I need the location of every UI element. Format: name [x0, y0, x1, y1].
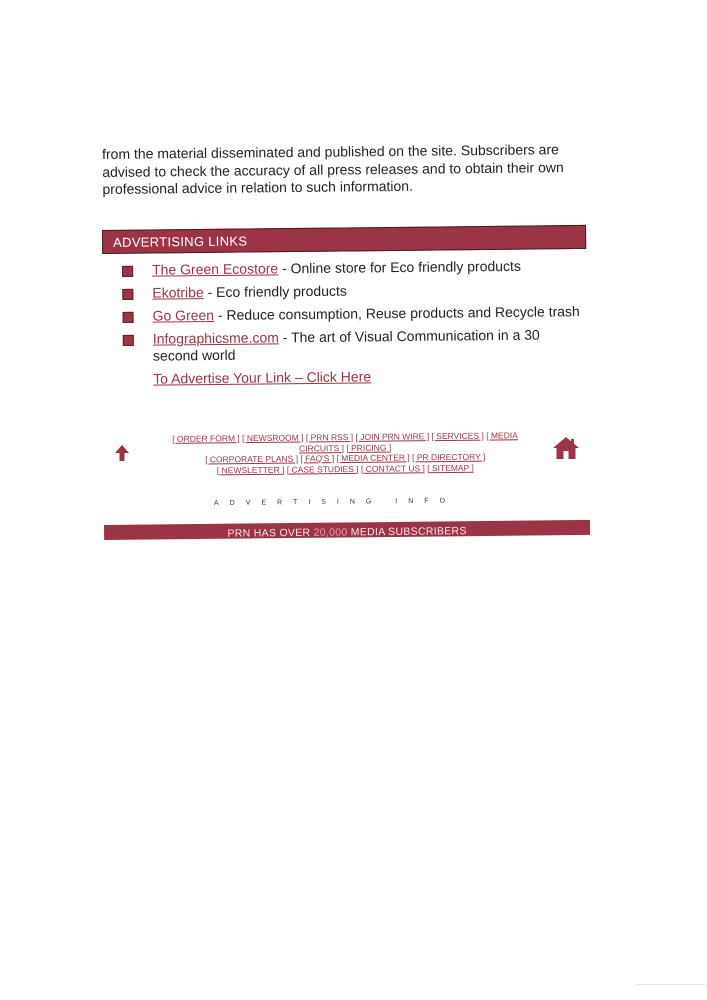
footer-link-newsroom[interactable]: [ NEWSROOM ] — [242, 432, 304, 444]
footer-link-newsletter[interactable]: [ NEWSLETTER ] — [216, 464, 285, 475]
square-bullet-icon — [123, 312, 134, 323]
footer-link-contact-us[interactable]: [ CONTACT US ] — [360, 462, 425, 474]
footer-link-corporate-plans[interactable]: [ CORPORATE PLANS ] — [205, 453, 299, 465]
footer-link-media-center[interactable]: [ MEDIA CENTER ] — [336, 452, 410, 464]
footer-link-pricing[interactable]: [ PRICING ] — [346, 442, 392, 453]
ad-link-go-green[interactable]: Go Green — [152, 307, 215, 324]
list-item — [120, 280, 580, 302]
footer-link-pr-directory[interactable]: [ PR DIRECTORY ] — [412, 451, 486, 463]
subscribers-count: 20,000 — [313, 526, 348, 539]
square-bullet-icon — [123, 335, 134, 346]
ad-link-green-ecostore[interactable]: The Green Ecostore — [151, 260, 279, 278]
advertise-link-item — [121, 366, 581, 387]
ad-description: - Online store for Eco friendly products — [278, 257, 521, 277]
ad-description: - Eco friendly products — [203, 282, 347, 301]
list-item — [120, 257, 580, 279]
footer-link-media-circuits[interactable]: [ MEDIA CIRCUITS ] — [299, 430, 518, 454]
ad-description: - Reduce consumption, Reuse products and Recycle trash — [213, 303, 580, 324]
subscribers-suffix: MEDIA SUBSCRIBERS — [347, 525, 467, 539]
intro-paragraph: from the material disseminated and published on the site. Subscribers are advised to check the accuracy of all press releases and to obtain their own professional advice in relation to such information. — [102, 141, 564, 197]
ad-description: - The art of Visual Communication in a 30 second world — [152, 326, 540, 364]
up-arrow-icon[interactable] — [114, 444, 130, 462]
list-item — [121, 326, 581, 365]
advertising-info-label[interactable]: ADVERTISING INFO — [214, 497, 457, 507]
ad-link-infographicsme[interactable]: Infographicsme.com — [152, 329, 279, 347]
advertising-links-list — [120, 257, 581, 387]
scan-edge-mark — [636, 984, 706, 985]
advertising-links-title: ADVERTISING LINKS — [113, 233, 248, 250]
footer-link-services[interactable]: [ SERVICES ] — [431, 430, 484, 442]
subscribers-prefix: PRN HAS OVER — [227, 526, 314, 540]
footer-navigation — [160, 430, 530, 476]
footer-link-prn-rss[interactable]: [ PRN RSS ] — [305, 431, 354, 443]
subscribers-banner — [104, 520, 590, 540]
square-bullet-icon — [122, 289, 133, 300]
home-icon[interactable] — [552, 436, 580, 460]
footer-link-case-studies[interactable]: [ CASE STUDIES ] — [286, 463, 359, 475]
footer-link-faqs[interactable]: [ FAQ'S ] — [300, 453, 335, 464]
footer-link-order-form[interactable]: [ ORDER FORM ] — [172, 433, 240, 444]
square-bullet-icon — [122, 266, 133, 277]
footer-link-join-prn-wire[interactable]: [ JOIN PRN WIRE ] — [355, 431, 430, 442]
footer-link-sitemap[interactable]: [ SITEMAP ] — [427, 462, 474, 473]
advertise-your-link[interactable]: To Advertise Your Link – Click Here — [153, 368, 372, 387]
advertising-links-header — [102, 225, 586, 254]
list-item — [120, 303, 580, 325]
ad-link-ekotribe[interactable]: Ekotribe — [152, 284, 204, 301]
